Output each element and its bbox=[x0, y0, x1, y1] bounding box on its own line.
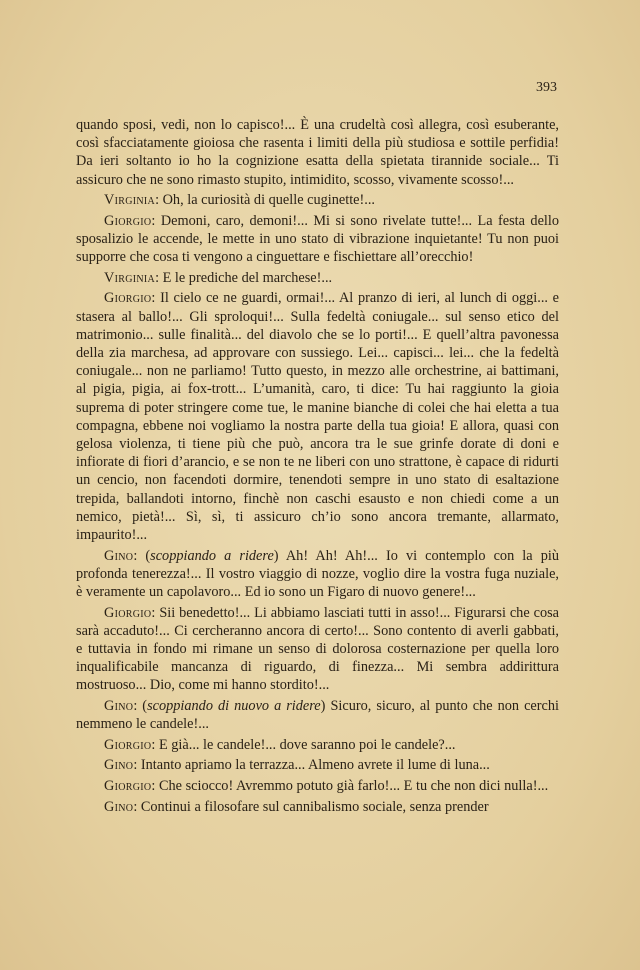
paragraph: Gino: Continui a filosofare sul cannibalismo sociale, senza prender bbox=[104, 798, 489, 815]
paragraph: Giorgio: Sii benedetto!... Li abbiamo lasciati tutti in asso!... Figurarsi che cosa sarà accaduto!... Ci cercheranno ancora di certo!... Sono contento di averli gabbati, e tuttavia in fondo mi rimane un senso di dolorosa costernazione per quella loro inqualificabile mancanza di riguardo, di finezza... Mi sembra addirittura mostruoso... Dio, come mi hanno stordito!... bbox=[76, 604, 559, 694]
paragraph bbox=[76, 116, 559, 189]
speaker-name: Giorgio bbox=[104, 736, 152, 753]
dialogue-text: Sicuro, sicuro, al punto che non cerchi nemmeno le candele!... bbox=[76, 698, 560, 733]
speaker-name: Gino bbox=[104, 547, 134, 564]
paragraph: Gino: (scoppiando di nuovo a ridere) Sicuro, sicuro, al punto che non cerchi nemmeno le candele!... bbox=[76, 698, 560, 733]
paragraph: Giorgio: Demoni, caro, demoni!... Mi si sono rivelate tutte!... La festa dello sposalizio le accende, le mette in uno stato di vibrazione inquietante! Tu non puoi supporre che cosa ti vengono a cinguettare e fischiettare all’orecchio! bbox=[76, 212, 560, 266]
speaker-name: Virginia bbox=[104, 269, 156, 286]
stage-direction-close: ) bbox=[273, 547, 279, 564]
paragraph: Virginia: Oh, la curiosità di quelle cuginette!... bbox=[104, 192, 376, 209]
stage-direction: scoppiando di nuovo a ridere bbox=[147, 698, 321, 715]
dialogue-text: Continui a filosofare sul cannibalismo sociale, senza prender bbox=[140, 798, 489, 815]
dialogue-text: Ah! Ah! Ah!... Io vi contemplo con la più profonda tenerezza!... Il vostro viaggio di nozze, voglio dire la vostra fuga nuziale, è veramente un capolavoro... Ed io sono un Figaro di nuovo genere!... bbox=[76, 547, 559, 601]
speaker-name: Gino bbox=[104, 757, 134, 774]
dialogue-text: Che sciocco! Avremmo potuto già farlo!... E tu che non dici nulla!... bbox=[158, 778, 549, 795]
speaker-name: Giorgio bbox=[104, 778, 152, 795]
paragraph: Giorgio: E già... le candele!... dove saranno poi le candele?... bbox=[104, 736, 456, 753]
stage-direction: scoppiando a ridere bbox=[150, 547, 274, 564]
stage-direction-open: ( bbox=[142, 698, 148, 715]
dialogue-text: Intanto apriamo la terrazza... Almeno avrete il lume di luna... bbox=[140, 757, 490, 774]
paragraph: Gino: Intanto apriamo la terrazza... Almeno avrete il lume di luna... bbox=[104, 757, 490, 774]
paragraph: Virginia: E le prediche del marchese!... bbox=[104, 269, 333, 286]
dialogue-text: Sii benedetto!... Li abbiamo lasciati tutti in asso!... Figurarsi che cosa sarà accaduto!... Ci cercheranno ancora di certo!... Sono contento di averli gabbati, e tuttavia in fondo mi rimane un senso di dolorosa costernazione per quella loro inqualificabile mancanza di riguardo, di finezza... Mi sembra addirittura mostruoso... Dio, come mi hanno stordito!... bbox=[76, 604, 559, 694]
stage-direction-open: ( bbox=[145, 547, 151, 564]
speaker-name: Virginia bbox=[104, 192, 156, 209]
speaker-name: Gino bbox=[104, 798, 134, 815]
dialogue-text: E le prediche del marchese!... bbox=[162, 269, 333, 286]
stage-direction-close: ) bbox=[320, 698, 326, 715]
page-text bbox=[76, 116, 559, 818]
speaker-name: Giorgio bbox=[104, 604, 152, 621]
speaker-name: Gino bbox=[104, 698, 134, 715]
dialogue-text: E già... le candele!... dove saranno poi le candele?... bbox=[158, 736, 456, 753]
dialogue-text: quando sposi, vedi, non lo capisco!... È una crudeltà così allegra, così esuberante, così sfacciatamente gioiosa che rasenta i limiti della più studiosa e sottile perfidia! Da ieri soltanto io ho la cognizione esatta della spietata tirannide sociale... Ti assicuro che ne sono rimasto stupito, intimidito, scosso, vivamente scosso!... bbox=[76, 117, 559, 188]
paragraph: Gino: (scoppiando a ridere) Ah! Ah! Ah!... Io vi contemplo con la più profonda tenerezza!... Il vostro viaggio di nozze, voglio dire la vostra fuga nuziale, è veramente un capolavoro... Ed io sono un Figaro di nuovo genere!... bbox=[76, 547, 559, 601]
speaker-name: Giorgio bbox=[104, 290, 152, 307]
dialogue-text: Il cielo ce ne guardi, ormai!... Al pranzo di ieri, al lunch di oggi... e stasera al ballo!... Gli sproloqui!... Sulla fedeltà coniugale... sul senso etico del matrimonio... sulle finalità... del diavolo che se lo porti!... E quell’altra pavonessa della zia marchesa, ad approvare con sussiego. Lei... capisci... lei... che la fedeltà coniugale... non ne parliamo! Tutto questo, in mezzo alle orchestrine, ai battimani, al pigia, pigia, ai fox-trott... L’umanità, caro, ti dice: Tu hai raggiunto la gioia suprema di poter stringere come tue, le manine bianche di colei che hai eletta a tua compagna, ebbene noi vogliamo la nostra parte della tua gioia! E allora, quasi con gelosa violenza, ti tiene più che può, ancora tra le sue grinfe dorate di doni e infiorate di fiori d’arancio, e se non te ne liberi con uno strattone, è capace di ridurti un cencio, non facendoti dormire, tenendoti sempre in uno stato di esaltazione trepida, ballandoti intorno, finchè non caschi esausto e non chiedi come a un nemico, pietà!... Sì, sì, ti assicuro ch’io sono ancora tremante, allarmato, impaurito!... bbox=[76, 290, 560, 544]
page-number: 393 bbox=[536, 80, 557, 95]
dialogue-text: Demoni, caro, demoni!... Mi si sono rivelate tutte!... La festa dello sposalizio le accende, le mette in uno stato di vibrazione inquietante! Tu non puoi supporre che cosa ti vengono a cinguettare e fischiettare all’orecchio! bbox=[76, 212, 560, 266]
paragraph: Giorgio: Che sciocco! Avremmo potuto già farlo!... E tu che non dici nulla!... bbox=[104, 778, 549, 795]
speaker-name: Giorgio bbox=[104, 212, 152, 229]
paragraph: Giorgio: Il cielo ce ne guardi, ormai!... Al pranzo di ieri, al lunch di oggi... e stasera al ballo!... Gli sproloqui!... Sulla fedeltà coniugale... sul senso etico del matrimonio... sulle finalità... del diavolo che se lo porti!... E quell’altra pavonessa della zia marchesa, ad approvare con sussiego. Lei... capisci... lei... che la fedeltà coniugale... non ne parliamo! Tutto questo, in mezzo alle orchestrine, ai battimani, al pigia, pigia, ai fox-trott... L’umanità, caro, ti dice: Tu hai raggiunto la gioia suprema di poter stringere come tue, le manine bianche di colei che hai eletta a tua compagna, ebbene noi vogliamo la nostra parte della tua gioia! E allora, quasi con gelosa violenza, ti tiene più che può, ancora tra le sue grinfe dorate di doni e infiorate di fiori d’arancio, e se non te ne liberi con uno strattone, è capace di ridurti un cencio, non facendoti dormire, tenendoti sempre in uno stato di esaltazione trepida, ballandoti intorno, finchè non caschi esausto e non chiedi come a un nemico, pietà!... Sì, sì, ti assicuro ch’io sono ancora tremante, allarmato, impaurito!... bbox=[76, 290, 560, 544]
dialogue-text: Oh, la curiosità di quelle cuginette!... bbox=[162, 192, 376, 209]
